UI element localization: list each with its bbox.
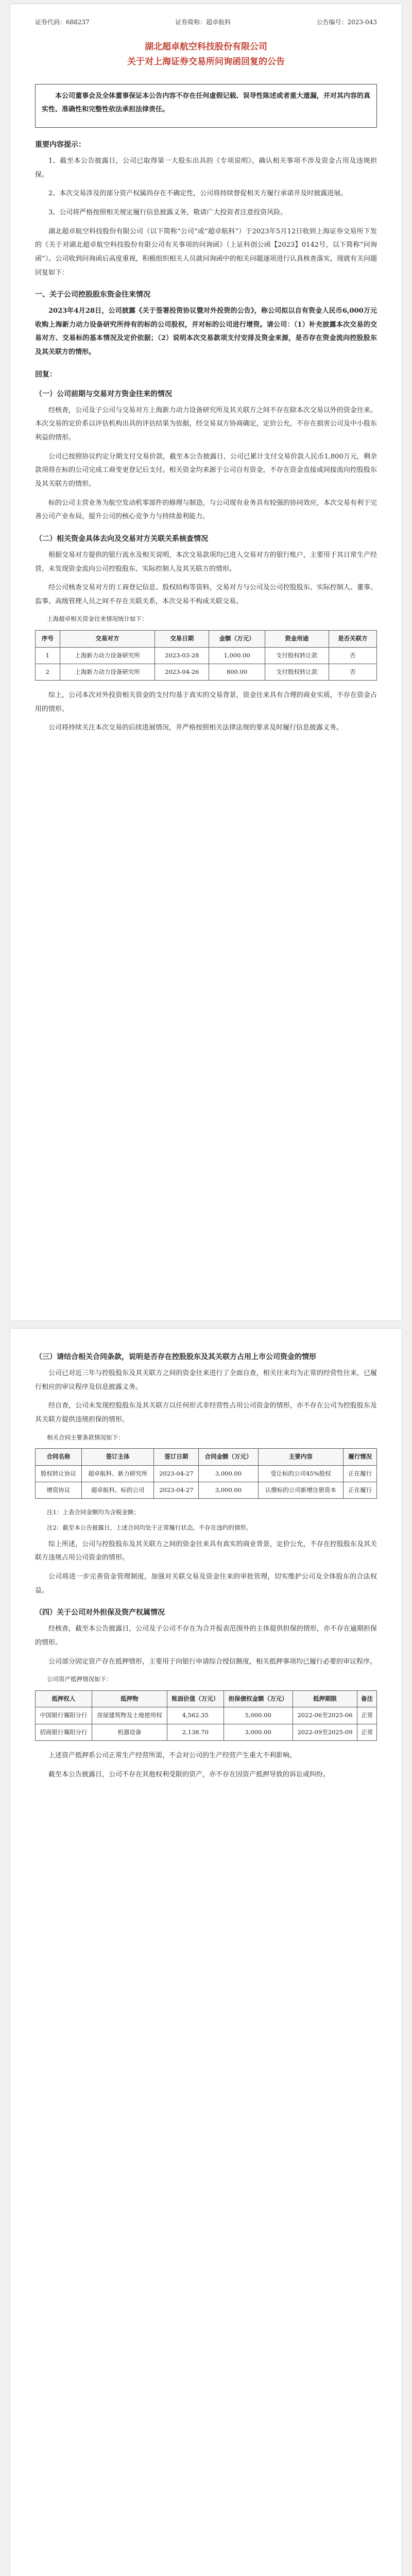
section-heading: （三）请结合相关合同条款，说明是否存在控股股东及其关联方占用上市公司资金的情形 (35, 1353, 316, 1361)
table-cell: 否 (329, 664, 376, 680)
table-cell: 3,000.00 (199, 1465, 258, 1482)
stock-code: 证券代码：688237 (35, 19, 90, 26)
table-cell: 2 (36, 664, 60, 680)
table-cell: 2023-04-26 (155, 664, 209, 680)
table-row (36, 647, 377, 664)
table-header-cell: 担保债权金额（万元） (224, 1691, 293, 1707)
pledge-table (35, 1690, 377, 1741)
table-row (36, 1482, 377, 1498)
table-header-cell: 序号 (36, 631, 60, 647)
table-cell: 正常 (357, 1707, 377, 1724)
table-header-cell: 备注 (357, 1691, 377, 1707)
table-cell: 正在履行 (344, 1482, 377, 1498)
table-header-cell: 抵押物 (92, 1691, 167, 1707)
important-item: 2、本次交易涉及的部分资产权属尚存在不确定性，公司将持续督促相关方履行承诺并及时披露进展。 (48, 190, 348, 198)
table-header-cell: 签订主体 (81, 1449, 153, 1465)
table-header-cell: 合同名称 (36, 1449, 82, 1465)
important-heading: 重要内容提示： (35, 141, 85, 149)
table-header-cell: 履行情况 (344, 1449, 377, 1465)
table-note: 注1：上表合同金额均为含税金额； (47, 1509, 140, 1516)
table-cell: 5,000.00 (224, 1707, 293, 1724)
table-header-cell: 合同金额（万元） (199, 1449, 258, 1465)
table-cell: 中国银行襄阳分行 (36, 1707, 92, 1724)
contract-table (35, 1448, 377, 1499)
table-cell: 超卓航科、标的公司 (81, 1482, 153, 1498)
intro-paragraph: 湖北超卓航空科技股份有限公司（以下简称“公司”或“超卓航科”）于2023年5月12日收到上海证券交易所下发的《关于对湖北超卓航空科技股份有限公司有关事项的问询函》（上证科创公函【2023】0142号，以下简称“问询函”）。公司收到问询函后高度重视，积极组织相关人员就问询函中的相关问题逐项进行认真核查落实，现就有关问题回复如下： (35, 227, 377, 277)
table-cell: 股权转让协议 (36, 1465, 82, 1482)
paragraph: 根据交易对方提供的银行流水及相关说明，本次交易款项均已进入交易对方的银行账户，主要用于其日常生产经营，未发现资金流向公司控股股东、实际控制人及其关联方的情形。 (35, 551, 377, 573)
paragraph: 经自查，公司未发现控股股东及其关联方以任何形式非经营性占用公司资金的情形，亦不存在公司为控股股东及其关联方提供违规担保的情形。 (35, 1402, 377, 1423)
board-declaration: 本公司董事会及全体董事保证本公告内容不存在任何虚假记载、误导性陈述或者重大遗漏，并对其内容的真实性、准确性和完整性依法承担法律责任。 (42, 92, 370, 114)
table-cell: 2022-09至2025-09 (293, 1724, 357, 1740)
table-header-cell: 资金用途 (265, 631, 329, 647)
section-heading: （四）关于公司对外担保及资产权属情况 (35, 1608, 165, 1617)
section-heading: （一）公司前期与交易对方资金往来的情况 (35, 389, 172, 398)
paragraph: 公司已按照协议约定分期支付交易价款，截至本公告披露日，公司已累计支付交易价款人民币1,800万元，剩余款项将在标的公司完成工商变更登记后支付。相关资金均来源于公司自有资金，不存在资金直接或间接流向控股股东及其关联方的情形。 (35, 452, 377, 488)
table-cell: 超卓航科、新力研究所 (81, 1465, 153, 1482)
table-cell: 支付股权转让款 (265, 664, 329, 680)
table-cell: 1 (36, 647, 60, 664)
stock-short-name: 证券简称：超卓航科 (175, 19, 231, 26)
important-item: 3、公司将严格按照相关规定履行信息披露义务，敬请广大投资者注意投资风险。 (48, 208, 287, 216)
important-item: 1、截至本公告披露日，公司已取得第一大股东出具的《专项说明》，确认相关事项不涉及资金占用及违规担保。 (35, 157, 377, 179)
table-cell: 招商银行襄阳分行 (36, 1724, 92, 1740)
table-header-cell: 抵押权人 (36, 1691, 92, 1707)
table-header-cell: 交易日期 (155, 631, 209, 647)
paragraph: 综上，公司本次对外投资相关资金的支付均基于真实的交易背景，资金往来具有合理的商业实质，不存在资金占用的情形。 (35, 691, 377, 713)
table-cell: 否 (329, 647, 376, 664)
table-cell: 2,138.70 (167, 1724, 224, 1740)
table-cell: 3,000.00 (199, 1482, 258, 1498)
table-header-cell: 金额（万元） (209, 631, 265, 647)
reply-heading: 回复： (35, 370, 57, 379)
table-header-cell: 交易对方 (60, 631, 155, 647)
question-1-heading: 一、关于公司控股股东资金往来情况 (35, 291, 150, 299)
table-cell: 房屋建筑物及土地使用权 (92, 1707, 167, 1724)
announcement-subject: 关于对上海证券交易所问询函回复的公告 (127, 56, 285, 67)
table-header-cell: 抵押期限 (293, 1691, 357, 1707)
table-header-cell: 是否关联方 (329, 631, 376, 647)
company-name: 湖北超卓航空科技股份有限公司 (145, 42, 267, 52)
table-row (36, 1724, 377, 1740)
table-row (36, 1465, 377, 1482)
paragraph: 综上所述，公司与控股股东及其关联方之间的资金往来具有真实的商业背景，定价公允，不存在控股股东及其关联方违规占用公司资金的情形。 (35, 1540, 377, 1562)
table-cell: 上海新力动力设备研究所 (60, 647, 155, 664)
paragraph: 标的公司主营业务为航空发动机零部件的修理与制造，与公司现有业务具有较强的协同效应，本次交易有利于完善公司产业布局，提升公司的核心竞争力与持续盈利能力。 (35, 499, 377, 521)
paragraph: 公司将持续关注本次交易的后续进展情况，并严格按照相关法律法规的要求及时履行信息披露义务。 (48, 724, 344, 732)
document-title (35, 40, 377, 70)
table-cell: 支付股权转让款 (265, 647, 329, 664)
table-cell: 800.00 (209, 664, 265, 680)
table-cell: 正常 (357, 1724, 377, 1740)
board-declaration-box (35, 84, 377, 128)
table-cell: 1,000.00 (209, 647, 265, 664)
table-cell: 上海新力动力设备研究所 (60, 664, 155, 680)
paragraph: 公司部分固定资产存在抵押情形，主要用于向银行申请综合授信额度，相关抵押事项均已履行必要的审议程序。 (48, 1657, 377, 1666)
table-cell: 3,000.00 (224, 1724, 293, 1740)
table-caption: 上海超卓相关资金往来情况统计如下： (47, 615, 148, 623)
table-cell: 2023-04-27 (154, 1465, 199, 1482)
table-row (36, 664, 377, 680)
paragraph: 经核查，公司及子公司与交易对方上海新力动力设备研究所及其关联方之间不存在除本次交易以外的资金往来。本次交易的定价系以评估机构出具的评估结果为依据，经交易双方协商确定，定价公允，不存在损害公司及中小股东利益的情形。 (35, 406, 377, 442)
table-header-cell: 主要内容 (258, 1449, 344, 1465)
table-cell: 增资协议 (36, 1482, 82, 1498)
page-header (35, 18, 377, 26)
paragraph: 上述资产抵押系公司正常生产经营所需，不会对公司的生产经营产生重大不利影响。 (48, 1751, 297, 1759)
table-cell: 2023-03-28 (155, 647, 209, 664)
table-note: 注2：截至本公告披露日，上述合同均处于正常履行状态，不存在违约的情形。 (47, 1524, 252, 1531)
table-header-cell: 签订日期 (154, 1449, 199, 1465)
fund-flow-table (35, 630, 377, 681)
paragraph: 经公司核查交易对方的工商登记信息、股权结构等资料，交易对方与公司及公司控股股东、实际控制人、董事、监事、高级管理人员之间不存在关联关系，本次交易不构成关联交易。 (35, 584, 377, 605)
table-cell: 受让标的公司45%股权 (258, 1465, 344, 1482)
document-page-1 (10, 4, 402, 1320)
table-cell: 4,562.35 (167, 1707, 224, 1724)
paragraph: 公司已对近三年与控股股东及其关联方之间的资金往来进行了全面自查，相关往来均为正常的经营性往来，已履行相应的审议程序及信息披露义务。 (35, 1369, 377, 1391)
table-cell: 2022-06至2025-06 (293, 1707, 357, 1724)
table-header-cell: 账面价值（万元） (167, 1691, 224, 1707)
table-caption: 公司资产抵押情况如下： (47, 1675, 112, 1683)
paragraph: 经核查，截至本公告披露日，公司及子公司不存在为合并报表范围外的主体提供担保的情形，亦不存在逾期担保的情形。 (35, 1625, 377, 1647)
table-cell: 2023-04-27 (154, 1482, 199, 1498)
table-cell: 机器设备 (92, 1724, 167, 1740)
table-cell: 正在履行 (344, 1465, 377, 1482)
question-1-text: 2023年4月28日，公司披露《关于签署投资协议暨对外投资的公告》，称公司拟以自有资金人民币6,000万元收购上海新力动力设备研究所持有的标的公司股权，并对标的公司进行增资。请公司：（1）补充披露本次交易的交易对方、交易标的基本情况及定价依据；（2）说明本次交易款项支付安排及资金来源，是否存在资金流向控股股东及其关联方的情形。 (35, 307, 377, 357)
paragraph: 截至本公告披露日，公司不存在其他权利受限的资产，亦不存在因资产抵押导致的诉讼或纠纷。 (48, 1770, 330, 1778)
announcement-number: 公告编号：2023-043 (316, 19, 377, 26)
table-cell: 认缴标的公司新增注册资本 (258, 1482, 344, 1498)
document-page-2 (10, 1329, 402, 2576)
table-caption: 相关合同主要条款情况如下： (47, 1433, 124, 1441)
paragraph: 公司将进一步完善资金管理制度，加强对关联交易及资金往来的审批管理，切实维护公司及全体股东的合法权益。 (35, 1573, 377, 1595)
section-heading: （二）相关资金具体去向及交易对方关联关系核查情况 (35, 534, 208, 543)
table-row (36, 1707, 377, 1724)
